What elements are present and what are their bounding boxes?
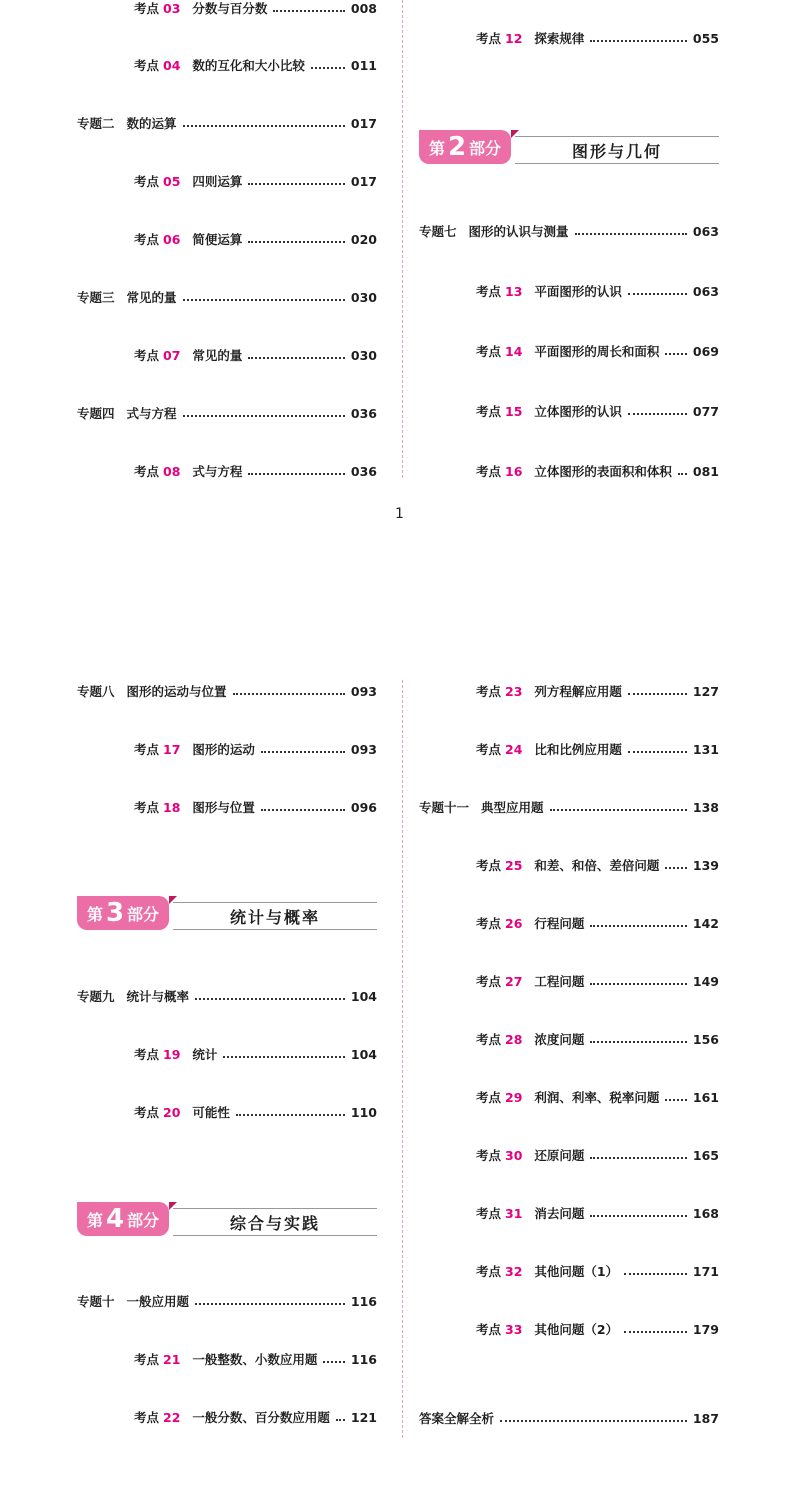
entry-title: 平面图形的周长和面积 — [534, 344, 660, 359]
entry-title: 分数与百分数 — [192, 1, 268, 16]
entry-page: 030 — [350, 289, 377, 305]
entry-title: 图形的认识与测量 — [468, 224, 569, 239]
entry-label: 考点 — [476, 31, 502, 46]
entry-title: 立体图形的认识 — [534, 404, 622, 419]
toc-entry-topic[interactable] — [77, 403, 377, 423]
toc-entry-point[interactable] — [134, 345, 377, 365]
part-badge: 第 4 部分 — [77, 1202, 169, 1236]
toc-entry-point[interactable] — [134, 797, 377, 817]
entry-number: 31 — [505, 1205, 523, 1221]
entry-title: 可能性 — [192, 1105, 230, 1120]
entry-page: 131 — [692, 741, 719, 757]
entry-title: 一般应用题 — [126, 1294, 190, 1309]
part-3-banner — [77, 896, 377, 932]
entry-number: 24 — [505, 741, 523, 757]
dot-leader — [183, 299, 345, 301]
entry-page: 142 — [692, 915, 719, 931]
entry-label: 考点 — [476, 344, 502, 359]
entry-page: 036 — [350, 405, 377, 421]
dot-leader — [248, 183, 344, 185]
toc-entry-point[interactable] — [134, 739, 377, 759]
entry-page: 179 — [692, 1321, 719, 1337]
entry-title: 图形的运动 — [192, 742, 255, 757]
entry-title: 平面图形的认识 — [534, 284, 622, 299]
dot-leader — [678, 473, 687, 475]
dot-leader — [628, 413, 687, 415]
entry-number: 06 — [163, 231, 181, 247]
toc-entry-point[interactable] — [476, 1203, 719, 1223]
entry-label: 考点 — [476, 858, 502, 873]
entry-label: 考点 — [134, 1047, 160, 1062]
entry-label: 专题八 — [77, 684, 115, 699]
toc-entry-point[interactable] — [476, 401, 719, 421]
entry-title: 四则运算 — [192, 174, 243, 189]
dot-leader — [248, 473, 344, 475]
entry-label: 考点 — [134, 1, 160, 16]
entry-label: 考点 — [476, 1090, 502, 1105]
entry-page: 116 — [350, 1351, 377, 1367]
entry-page: 008 — [350, 0, 377, 16]
entry-label: 专题二 — [77, 116, 115, 131]
entry-page: 093 — [350, 683, 377, 699]
entry-page: 127 — [692, 683, 719, 699]
entry-number: 17 — [163, 741, 181, 757]
toc-entry-point[interactable] — [476, 1029, 719, 1049]
dot-leader — [628, 751, 687, 753]
entry-title: 还原问题 — [534, 1148, 585, 1163]
dot-leader — [233, 693, 345, 695]
entry-page: 020 — [350, 231, 377, 247]
entry-label: 专题十 — [77, 1294, 115, 1309]
entry-number: 28 — [505, 1031, 523, 1047]
entry-title: 列方程解应用题 — [534, 684, 622, 699]
entry-label: 专题七 — [419, 224, 457, 239]
dot-leader — [590, 1215, 686, 1217]
toc-entry-topic[interactable] — [77, 287, 377, 307]
entry-title: 浓度问题 — [534, 1032, 585, 1047]
entry-number: 27 — [505, 973, 523, 989]
toc-entry-point[interactable] — [134, 1349, 377, 1369]
entry-page: 093 — [350, 741, 377, 757]
entry-label: 考点 — [476, 742, 502, 757]
entry-number: 23 — [505, 683, 523, 699]
entry-title: 常见的量 — [126, 290, 177, 305]
dot-leader — [223, 1056, 344, 1058]
toc-entry-point[interactable] — [134, 1102, 377, 1122]
dot-leader — [323, 1361, 344, 1363]
entry-title: 其他问题（2） — [534, 1322, 619, 1337]
entry-page: 110 — [350, 1104, 377, 1120]
toc-entry-point[interactable] — [476, 1087, 719, 1107]
entry-label: 专题十一 — [419, 800, 470, 815]
entry-page: 063 — [692, 283, 719, 299]
entry-label: 考点 — [476, 974, 502, 989]
entry-label: 考点 — [476, 1148, 502, 1163]
entry-title: 统计与概率 — [126, 989, 190, 1004]
entry-label: 考点 — [476, 464, 502, 479]
entry-title: 典型应用题 — [481, 800, 544, 815]
entry-number: 08 — [163, 463, 181, 479]
entry-page: 161 — [692, 1089, 719, 1105]
entry-title: 其他问题（1） — [534, 1264, 619, 1279]
entry-label: 考点 — [476, 916, 502, 931]
toc-entry-point[interactable] — [476, 281, 719, 301]
toc-entry-point[interactable] — [476, 1145, 719, 1165]
entry-number: 33 — [505, 1321, 523, 1337]
toc-entry-topic[interactable] — [77, 681, 377, 701]
entry-page: 017 — [350, 173, 377, 189]
toc-entry-point[interactable] — [134, 1407, 377, 1427]
toc-entry-topic[interactable] — [77, 986, 377, 1006]
entry-label: 考点 — [476, 684, 502, 699]
dot-leader — [590, 925, 686, 927]
toc-entry-topic[interactable] — [77, 113, 377, 133]
entry-number: 03 — [163, 0, 181, 16]
entry-label: 考点 — [134, 1352, 160, 1367]
toc-entry-point[interactable] — [134, 229, 377, 249]
entry-label: 考点 — [476, 1264, 502, 1279]
dot-leader — [550, 809, 687, 811]
dot-leader — [273, 10, 344, 12]
toc-entry-point[interactable] — [476, 971, 719, 991]
entry-label: 考点 — [476, 1322, 502, 1337]
part-title: 图形与几何 — [515, 136, 719, 164]
entry-label: 考点 — [476, 1206, 502, 1221]
entry-label: 考点 — [476, 284, 502, 299]
entry-number: 05 — [163, 173, 181, 189]
part-2-banner — [419, 130, 719, 166]
entry-number: 12 — [505, 30, 523, 46]
toc-entry-point[interactable] — [134, 55, 377, 75]
entry-title: 探索规律 — [534, 31, 585, 46]
entry-label: 专题四 — [77, 406, 115, 421]
entry-title: 消去问题 — [534, 1206, 585, 1221]
dot-leader — [590, 1157, 686, 1159]
part-badge: 第 3 部分 — [77, 896, 169, 930]
toc-entry-point[interactable] — [476, 739, 719, 759]
entry-label: 考点 — [134, 1410, 160, 1425]
dot-leader — [236, 1114, 345, 1116]
entry-number: 26 — [505, 915, 523, 931]
column-divider — [402, 680, 403, 1438]
dot-leader — [261, 751, 345, 753]
entry-label: 答案全解全析 — [419, 1411, 495, 1426]
entry-number: 07 — [163, 347, 181, 363]
part-4-banner — [77, 1202, 377, 1238]
toc-entry-point[interactable] — [476, 1261, 719, 1281]
entry-title: 一般整数、小数应用题 — [192, 1352, 318, 1367]
entry-title: 图形的运动与位置 — [126, 684, 227, 699]
entry-number: 21 — [163, 1351, 181, 1367]
entry-page: 104 — [350, 988, 377, 1004]
entry-page: 149 — [692, 973, 719, 989]
entry-page: 121 — [350, 1409, 377, 1425]
part-badge: 第 2 部分 — [419, 130, 511, 164]
entry-page: 077 — [692, 403, 719, 419]
entry-number: 13 — [505, 283, 523, 299]
toc-entry-point[interactable] — [476, 28, 719, 48]
entry-number: 22 — [163, 1409, 181, 1425]
page-number: 1 — [395, 506, 404, 522]
toc-entry-topic[interactable] — [419, 221, 719, 241]
entry-number: 04 — [163, 57, 181, 73]
entry-label: 专题三 — [77, 290, 115, 305]
dot-leader — [248, 241, 344, 243]
toc-entry-point[interactable] — [134, 171, 377, 191]
entry-page: 063 — [692, 223, 719, 239]
entry-title: 工程问题 — [534, 974, 585, 989]
entry-page: 081 — [692, 463, 719, 479]
dot-leader — [195, 998, 345, 1000]
entry-page: 138 — [692, 799, 719, 815]
dot-leader — [590, 40, 686, 42]
entry-title: 图形与位置 — [192, 800, 255, 815]
entry-number: 30 — [505, 1147, 523, 1163]
entry-label: 专题九 — [77, 989, 115, 1004]
entry-page: 011 — [350, 57, 377, 73]
dot-leader — [665, 867, 686, 869]
entry-label: 考点 — [134, 1105, 160, 1120]
dot-leader — [183, 125, 345, 127]
entry-title: 立体图形的表面积和体积 — [534, 464, 672, 479]
entry-number: 20 — [163, 1104, 181, 1120]
entry-page: 116 — [350, 1293, 377, 1309]
entry-title: 数的运算 — [126, 116, 177, 131]
entry-page: 069 — [692, 343, 719, 359]
dot-leader — [195, 1303, 345, 1305]
entry-title: 一般分数、百分数应用题 — [192, 1410, 330, 1425]
entry-page: 165 — [692, 1147, 719, 1163]
dot-leader — [311, 67, 345, 69]
toc-entry-point[interactable] — [476, 681, 719, 701]
part-title: 统计与概率 — [173, 902, 377, 930]
entry-page: 017 — [350, 115, 377, 131]
toc-entry-point[interactable] — [476, 855, 719, 875]
entry-title: 常见的量 — [192, 348, 243, 363]
entry-title: 和差、和倍、差倍问题 — [534, 858, 660, 873]
dot-leader — [183, 415, 345, 417]
toc-entry-point[interactable] — [476, 341, 719, 361]
toc-entry-topic[interactable] — [419, 1408, 719, 1428]
entry-page: 055 — [692, 30, 719, 46]
toc-entry-point[interactable] — [476, 913, 719, 933]
dot-leader — [665, 1099, 686, 1101]
entry-number: 25 — [505, 857, 523, 873]
dot-leader — [628, 693, 687, 695]
entry-title: 利润、利率、税率问题 — [534, 1090, 660, 1105]
entry-label: 考点 — [134, 232, 160, 247]
entry-page: 030 — [350, 347, 377, 363]
dot-leader — [500, 1420, 687, 1422]
dot-leader — [628, 293, 687, 295]
entry-page: 171 — [692, 1263, 719, 1279]
entry-title: 比和比例应用题 — [534, 742, 622, 757]
entry-number: 16 — [505, 463, 523, 479]
entry-title: 简便运算 — [192, 232, 243, 247]
entry-label: 考点 — [134, 348, 160, 363]
entry-page: 096 — [350, 799, 377, 815]
entry-label: 考点 — [476, 404, 502, 419]
entry-label: 考点 — [134, 174, 160, 189]
entry-number: 15 — [505, 403, 523, 419]
entry-page: 036 — [350, 463, 377, 479]
dot-leader — [336, 1419, 345, 1421]
entry-label: 考点 — [476, 1032, 502, 1047]
dot-leader — [624, 1331, 687, 1333]
entry-label: 考点 — [134, 464, 160, 479]
entry-title: 数的互化和大小比较 — [192, 58, 305, 73]
dot-leader — [624, 1273, 687, 1275]
toc-entry-point[interactable] — [134, 1044, 377, 1064]
entry-page: 139 — [692, 857, 719, 873]
part-title: 综合与实践 — [173, 1208, 377, 1236]
entry-title: 统计 — [192, 1047, 218, 1062]
dot-leader — [590, 983, 686, 985]
entry-page: 168 — [692, 1205, 719, 1221]
entry-title: 式与方程 — [192, 464, 243, 479]
entry-number: 18 — [163, 799, 181, 815]
dot-leader — [575, 233, 687, 235]
entry-label: 考点 — [134, 800, 160, 815]
entry-number: 19 — [163, 1046, 181, 1062]
entry-number: 29 — [505, 1089, 523, 1105]
dot-leader — [261, 809, 345, 811]
entry-label: 考点 — [134, 58, 160, 73]
toc-entry-point[interactable] — [476, 1319, 719, 1339]
toc-entry-topic[interactable] — [77, 1291, 377, 1311]
dot-leader — [665, 353, 686, 355]
entry-title: 式与方程 — [126, 406, 177, 421]
dot-leader — [248, 357, 344, 359]
entry-number: 14 — [505, 343, 523, 359]
column-divider — [402, 0, 403, 478]
entry-page: 187 — [692, 1410, 719, 1426]
entry-number: 32 — [505, 1263, 523, 1279]
toc-entry-topic[interactable] — [419, 797, 719, 817]
entry-page: 156 — [692, 1031, 719, 1047]
entry-label: 考点 — [134, 742, 160, 757]
entry-page: 104 — [350, 1046, 377, 1062]
dot-leader — [590, 1041, 686, 1043]
toc-entry-point[interactable] — [134, 0, 377, 18]
toc-entry-point[interactable] — [134, 461, 377, 481]
entry-title: 行程问题 — [534, 916, 585, 931]
toc-entry-point[interactable] — [476, 461, 719, 481]
